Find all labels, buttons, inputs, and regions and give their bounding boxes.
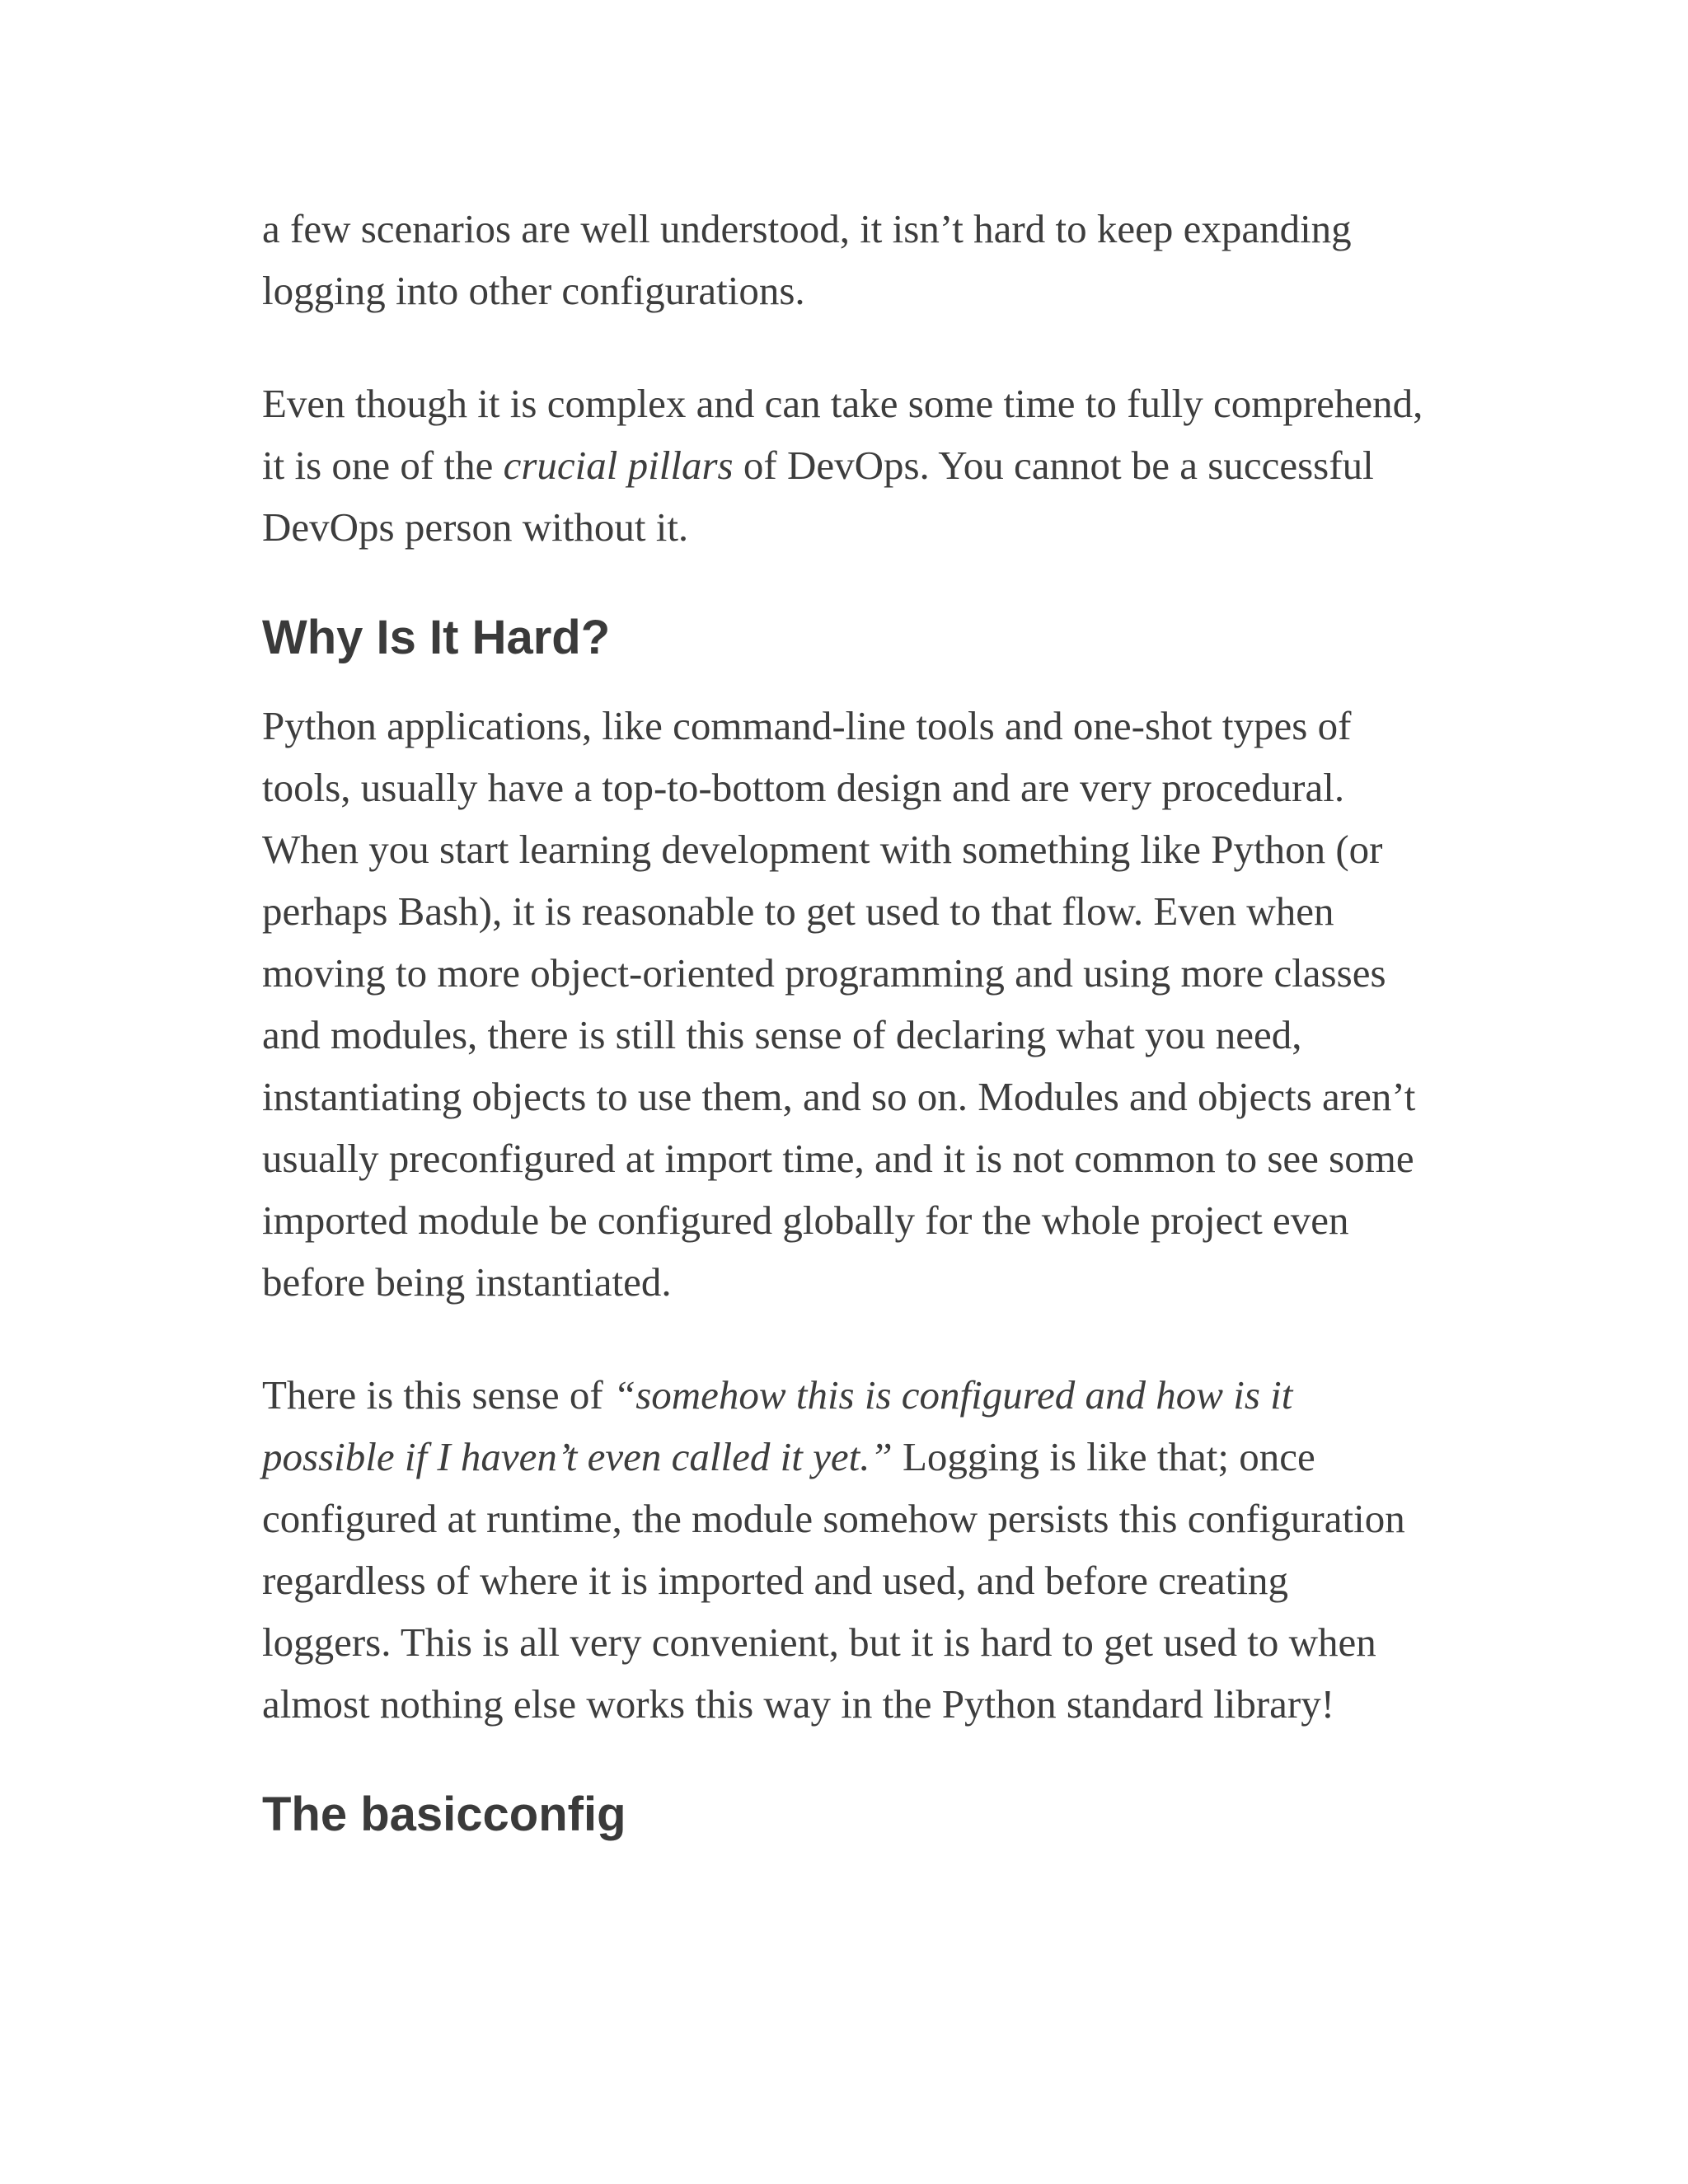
paragraph-text: Python applications, like command-line tools and one-shot types of tools, usually have a top-to-bottom design and are very procedural. When you start learning development with something like Python (or perhaps Bash), it is reasonable to get used to that flow. Even when moving to more object-oriented programming and using more classes and modules, there is still this sense of declaring what you need, instantiating objects to use them, and so on. Modules and objects aren’t usually preconfigured at import time, and it is not common to see some imported module be configured globally for the whole project even before being instantiated.: [262, 703, 1416, 1305]
paragraph-text-after: Logging is like that; once configured at runtime, the module somehow persists this configuration regardless of where it is imported and used, and before creating loggers. This is all very convenient, but it is hard to get used to when almost nothing else works this way in the Python standard library!: [262, 1434, 1405, 1727]
paragraph-configured-sense: [262, 1364, 1424, 1735]
paragraph-text-before: There is this sense of: [262, 1372, 613, 1418]
document-page: [262, 198, 1424, 1872]
section-heading-why-is-it-hard: Why Is It Hard?: [262, 611, 611, 664]
paragraph-intro-continued: [262, 198, 1424, 321]
emphasis-crucial-pillars: crucial pillars: [503, 443, 734, 488]
section-heading-basicconfig: The basicconfig: [262, 1788, 626, 1841]
paragraph-procedural-design: [262, 695, 1424, 1313]
emphasis-quote: “somehow this is configured and how is it possible if I haven’t even called it yet.”: [262, 1372, 1293, 1479]
paragraph-text-before: Even though it is complex and can take some time to fully comprehend, it is one of the: [262, 381, 1423, 488]
paragraph-crucial-pillars: [262, 373, 1424, 558]
paragraph-text-after: of DevOps. You cannot be a successful DevOps person without it.: [262, 443, 1374, 550]
paragraph-text: a few scenarios are well understood, it isn’t hard to keep expanding logging into other configurations.: [262, 206, 1352, 313]
